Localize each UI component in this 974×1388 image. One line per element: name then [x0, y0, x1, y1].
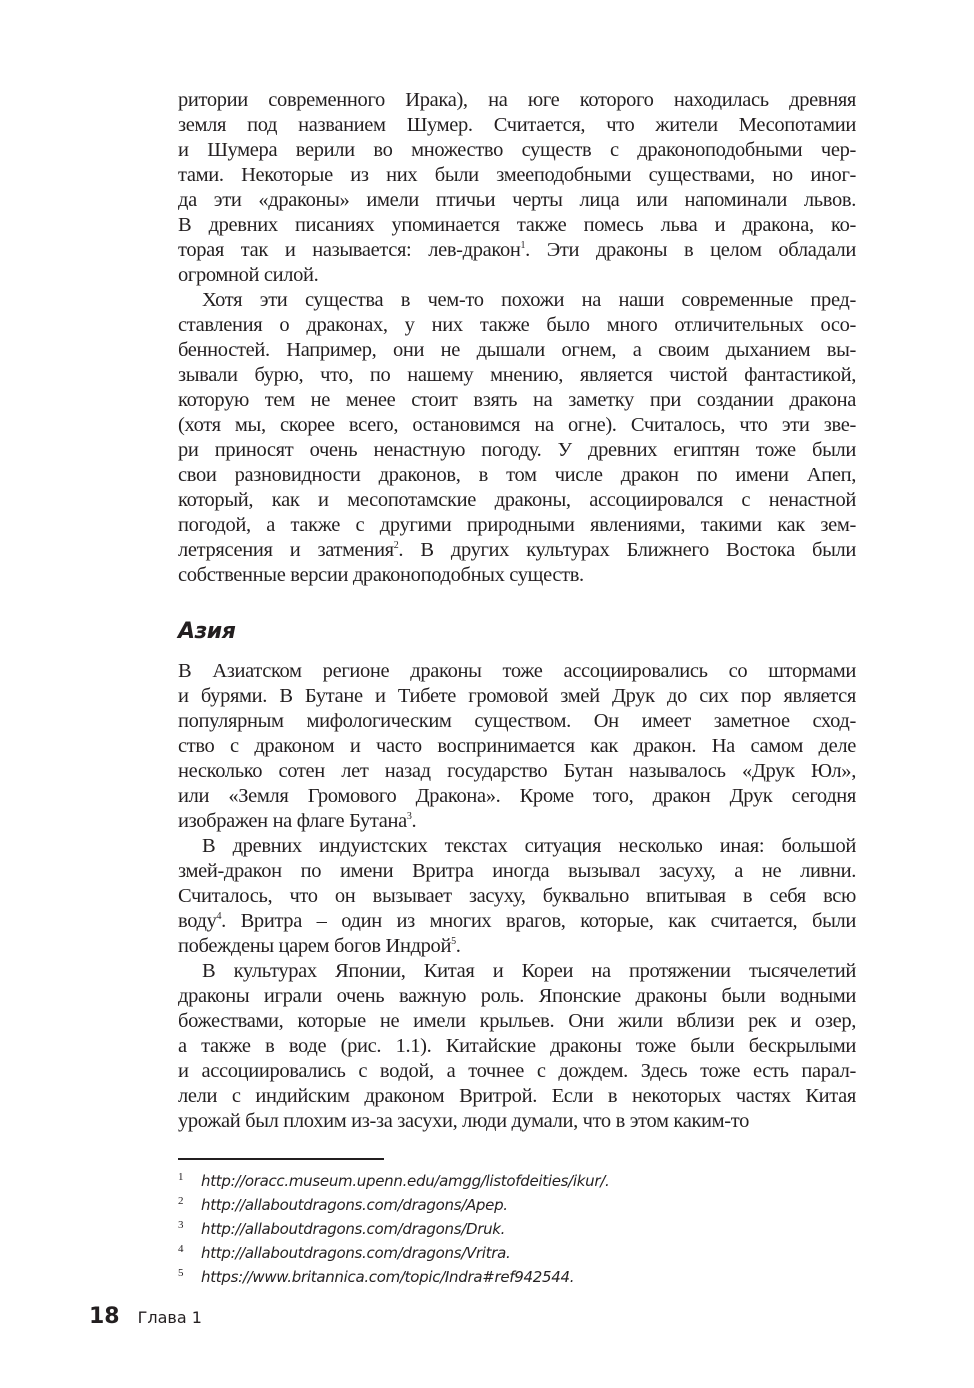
footnote-reference[interactable]: 4	[216, 911, 222, 922]
text-line: (хотя мы, скорее всего, остановимся на огне). Считалось, что эти зве-	[178, 414, 856, 436]
footnote	[178, 1241, 609, 1265]
body-text	[178, 88, 856, 1134]
text-line: В древних писаниях упоминается также помесь льва и дракона, ко-	[178, 214, 856, 236]
text-line: погодой, а также с другими природными явлениями, такими как зем-	[178, 514, 856, 536]
text-line: Считалось, что он вызывает засуху, буквально впитывая в себя всю	[178, 885, 856, 907]
text-line	[178, 809, 856, 834]
footnote-link[interactable]: http://allaboutdragons.com/dragons/Vritra.	[201, 1244, 511, 1262]
text-segment: побеждены царем богов Индрой	[178, 935, 452, 957]
footnote-reference[interactable]: 3	[406, 811, 412, 822]
text-line: драконы играли очень важную роль. Японские драконы были водными	[178, 985, 856, 1007]
footnote-link[interactable]: https://www.britannica.com/topic/Indra#ref942544.	[201, 1268, 575, 1286]
footnote-number: 4	[178, 1243, 184, 1255]
footnote	[178, 1169, 609, 1193]
footnote-number: 1	[178, 1171, 184, 1183]
text-line: да эти «драконы» имели птичьи черты лица или напоминали львов.	[178, 189, 856, 211]
text-line: или «Земля Громового Дракона». Кроме того, дракон Друк сегодня	[178, 785, 856, 807]
text-line: огромной силой.	[178, 264, 319, 286]
asia-section-paragraphs	[178, 659, 856, 1134]
footnote-divider	[178, 1158, 384, 1160]
text-segment: изображен на флаге Бутана	[178, 810, 407, 832]
text-line: урожай был плохим из-за засухи, люди думали, что в этом каким-то	[178, 1110, 750, 1132]
text-line: земля под названием Шумер. Считается, что жители Месопотамии	[178, 114, 856, 136]
footnote-number: 3	[178, 1219, 184, 1231]
text-line: ство с драконом и часто воспринимается как дракон. На самом деле	[178, 735, 856, 757]
intro-paragraphs	[178, 88, 856, 588]
text-line: В Азиатском регионе драконы тоже ассоциировались со штормами	[178, 660, 856, 682]
text-line: и бурями. В Бутане и Тибете громовой змей Друк до сих пор является	[178, 685, 856, 707]
paragraph	[178, 834, 856, 959]
text-line: Хотя эти существа в чем-то похожи на наши современные пред-	[202, 289, 856, 311]
paragraph	[178, 88, 856, 288]
footnote-link[interactable]: http://allaboutdragons.com/dragons/Apep.	[201, 1196, 508, 1214]
text-segment: воду	[178, 910, 217, 932]
footnote	[178, 1217, 609, 1241]
text-segment: . Вритра – один из многих врагов, которые, как считается, были	[221, 910, 856, 932]
footnotes	[178, 1169, 609, 1289]
text-segment: . В других культурах Ближнего Востока были	[398, 539, 856, 561]
text-line: В древних индуистских текстах ситуация несколько иная: большой	[202, 835, 856, 857]
text-line	[178, 934, 856, 959]
text-segment: летрясения и затмения	[178, 539, 394, 561]
paragraph	[178, 959, 856, 1134]
footnote-link[interactable]: http://oracc.museum.upenn.edu/amgg/listofdeities/ikur/.	[201, 1172, 610, 1190]
text-line: зывали бурю, что, по нашему мнению, является чистой фантастикой,	[178, 364, 856, 386]
footnote-number: 5	[178, 1267, 184, 1279]
text-line: божествами, которые не имели крыльев. Они жили вблизи рек и озер,	[178, 1010, 856, 1032]
text-line	[178, 909, 856, 934]
text-line: В культурах Японии, Китая и Кореи на протяжении тысячелетий	[202, 960, 856, 982]
text-line: несколько сотен лет назад государство Бутан называлось «Друк Юл»,	[178, 760, 856, 782]
footnote	[178, 1193, 609, 1217]
text-line	[178, 238, 856, 263]
text-line: тами. Некоторые из них были змееподобными существами, но иног-	[178, 164, 856, 186]
text-line: и Шумера верили во множество существ с драконоподобными чер-	[178, 139, 856, 161]
text-line	[178, 538, 856, 563]
paragraph	[178, 659, 856, 834]
text-segment: . Эти драконы в целом обладали	[525, 239, 856, 261]
text-line: бенностей. Например, они не дышали огнем, а своим дыханием вы-	[178, 339, 856, 361]
text-line: свои разновидности драконов, в том числе дракон по имени Апеп,	[178, 464, 856, 486]
footnote-reference[interactable]: 1	[520, 240, 526, 251]
text-line: а также в воде (рис. 1.1). Китайские драконы тоже были бескрылыми	[178, 1035, 856, 1057]
text-segment: .	[411, 810, 417, 832]
footnote-number: 2	[178, 1195, 184, 1207]
text-line: ставления о драконах, у них также было много отличительных осо-	[178, 314, 856, 336]
paragraph	[178, 288, 856, 588]
text-line: ри приносят очень ненастную погоду. У древних египтян тоже были	[178, 439, 856, 461]
section-heading: Азия	[178, 619, 236, 644]
text-line: и ассоциировались с водой, а точнее с дождем. Здесь тоже есть парал-	[178, 1060, 856, 1082]
text-line: лели с индийским драконом Вритрой. Если в некоторых частях Китая	[178, 1085, 856, 1107]
text-line: которую тем не менее стоит взять на заметку при создании дракона	[178, 389, 856, 411]
text-line: ритории современного Ирака), на юге которого находилась древняя	[178, 89, 856, 111]
footnote	[178, 1265, 609, 1289]
text-line: собственные версии драконоподобных существ.	[178, 564, 584, 586]
text-line: популярным мифологическим существом. Он имеет заметное сход-	[178, 710, 856, 732]
page-footer	[89, 1304, 202, 1329]
text-line: который, как и месопотамские драконы, ассоциировался с ненастной	[178, 489, 856, 511]
footnote-reference[interactable]: 5	[451, 936, 456, 947]
page-number: 18	[89, 1304, 120, 1329]
footnote-reference[interactable]: 2	[393, 540, 399, 551]
text-segment: .	[455, 935, 461, 957]
text-line: змей-дракон по имени Вритра иногда вызывал засуху, а не ливни.	[178, 860, 856, 882]
footnote-link[interactable]: http://allaboutdragons.com/dragons/Druk.	[201, 1220, 506, 1238]
chapter-label: Глава 1	[137, 1308, 202, 1327]
text-segment: торая так и называется: лев-дракон	[178, 239, 521, 261]
